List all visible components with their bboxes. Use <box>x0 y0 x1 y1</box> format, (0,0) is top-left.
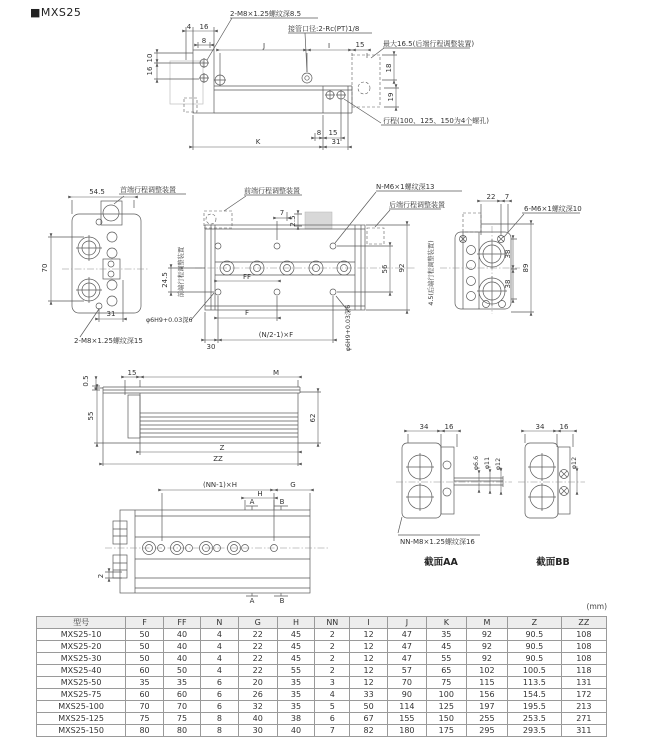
dim-70: 70 <box>41 263 49 273</box>
dim-34-aa: 34 <box>419 423 429 431</box>
dimension-table <box>36 616 607 737</box>
column-header: M <box>466 617 507 629</box>
table-row <box>37 653 607 665</box>
value-cell: 4 <box>201 653 239 665</box>
value-cell: 35 <box>277 689 315 701</box>
label-front-adjuster-vertical: 前端行程调整装置 <box>178 246 185 298</box>
value-cell: 7 <box>315 725 350 737</box>
callout-thread-depth: 2-M8×1.25螺纹深8.5 <box>230 10 302 18</box>
value-cell: 50 <box>126 629 164 641</box>
value-cell: 155 <box>387 713 426 725</box>
value-cell: 80 <box>163 725 200 737</box>
dim-30: 30 <box>206 343 216 351</box>
dim-15-right: 15 <box>355 41 365 49</box>
value-cell: 6 <box>201 677 239 689</box>
value-cell: 2 <box>315 665 350 677</box>
dim-18: 18 <box>385 63 393 73</box>
value-cell: 4 <box>201 629 239 641</box>
dim-54-5: 54.5 <box>89 188 105 196</box>
value-cell: 102 <box>466 665 507 677</box>
value-cell: 156 <box>466 689 507 701</box>
callout-nnm8-thread: NN-M8×1.25螺纹深16 <box>400 538 475 546</box>
value-cell: 67 <box>350 713 388 725</box>
page-title: ■MXS25 <box>30 6 82 19</box>
value-cell: 35 <box>277 677 315 689</box>
dim-G: G <box>290 481 296 489</box>
dim-8-bottom: 8 <box>316 129 322 137</box>
dimension-table-wrap <box>36 616 607 737</box>
dim-n2-1xF: (N/2-1)×F <box>258 331 294 339</box>
value-cell: 47 <box>387 629 426 641</box>
table-row <box>37 725 607 737</box>
value-cell: 4 <box>201 641 239 653</box>
section-aa-view <box>396 423 512 568</box>
value-cell: 60 <box>126 665 164 677</box>
value-cell: 213 <box>561 701 606 713</box>
model-cell: MXS25-10 <box>37 629 126 641</box>
dim-15-bottom: 15 <box>328 129 338 137</box>
model-cell: MXS25-75 <box>37 689 126 701</box>
column-header: F <box>126 617 164 629</box>
value-cell: 8 <box>201 725 239 737</box>
value-cell: 100 <box>426 689 466 701</box>
bottom-view <box>97 481 330 605</box>
dim-19: 19 <box>387 92 395 102</box>
value-cell: 82 <box>350 725 388 737</box>
dim-38-upper: 38 <box>504 249 512 259</box>
value-cell: 30 <box>238 725 277 737</box>
dim-92: 92 <box>398 263 406 273</box>
model-cell: MXS25-50 <box>37 677 126 689</box>
dim-ZZ: ZZ <box>213 455 223 463</box>
model-cell: MXS25-30 <box>37 653 126 665</box>
value-cell: 108 <box>561 653 606 665</box>
value-cell: 114 <box>387 701 426 713</box>
value-cell: 12 <box>350 665 388 677</box>
value-cell: 100.5 <box>507 665 561 677</box>
table-row <box>37 677 607 689</box>
value-cell: 50 <box>126 653 164 665</box>
top-side-view <box>146 9 489 150</box>
dim-89: 89 <box>522 263 530 273</box>
side-view <box>82 369 321 466</box>
value-cell: 108 <box>561 629 606 641</box>
dim-H: H <box>257 490 263 498</box>
model-cell: MXS25-20 <box>37 641 126 653</box>
value-cell: 5 <box>315 701 350 713</box>
value-cell: 295 <box>466 725 507 737</box>
dim-I: I <box>327 42 331 50</box>
value-cell: 47 <box>387 641 426 653</box>
label-rear-adjuster-vertical: 4.5(后端行程调整装置) <box>428 240 435 306</box>
value-cell: 75 <box>163 713 200 725</box>
column-header: Z <box>507 617 561 629</box>
dim-0-5: 0.5 <box>82 375 90 387</box>
model-cell: MXS25-150 <box>37 725 126 737</box>
value-cell: 40 <box>163 629 200 641</box>
value-cell: 75 <box>126 713 164 725</box>
value-cell: 3 <box>315 677 350 689</box>
value-cell: 33 <box>350 689 388 701</box>
dim-F: F <box>244 309 250 317</box>
value-cell: 125 <box>426 701 466 713</box>
value-cell: 90 <box>387 689 426 701</box>
value-cell: 32 <box>238 701 277 713</box>
value-cell: 90.5 <box>507 629 561 641</box>
value-cell: 2 <box>315 629 350 641</box>
value-cell: 108 <box>561 641 606 653</box>
value-cell: 40 <box>238 713 277 725</box>
value-cell: 75 <box>426 677 466 689</box>
value-cell: 6 <box>201 701 239 713</box>
dim-7-right: 7 <box>504 193 510 201</box>
table-row <box>37 713 607 725</box>
value-cell: 45 <box>277 641 315 653</box>
callout-dowel-hole: φ6H9+0.03深6 <box>146 317 193 324</box>
label-head-adjuster: 首端行程调整装置 <box>120 186 176 194</box>
value-cell: 45 <box>277 629 315 641</box>
dim-nn1xH: (NN-1)×H <box>202 481 238 489</box>
value-cell: 50 <box>126 641 164 653</box>
value-cell: 150 <box>426 713 466 725</box>
value-cell: 70 <box>387 677 426 689</box>
dim-15-side: 15 <box>127 369 137 377</box>
dim-4: 4 <box>186 23 192 31</box>
value-cell: 22 <box>238 629 277 641</box>
dim-62: 62 <box>309 413 317 423</box>
value-cell: 92 <box>466 641 507 653</box>
table-header-row <box>37 617 607 629</box>
dim-16-top: 16 <box>199 23 209 31</box>
dim-8-top: 8 <box>201 37 207 45</box>
dim-M: M <box>272 369 280 377</box>
section-bb-title: 截面BB <box>536 557 570 568</box>
column-header: NN <box>315 617 350 629</box>
column-header: N <box>201 617 239 629</box>
dim-16-bb: 16 <box>559 423 569 431</box>
dim-phi12-bb: φ12 <box>571 456 578 470</box>
column-header: ZZ <box>561 617 606 629</box>
dim-16-aa: 16 <box>444 423 454 431</box>
value-cell: 118 <box>561 665 606 677</box>
dim-24-5: 24.5 <box>161 272 169 288</box>
model-cell: MXS25-125 <box>37 713 126 725</box>
value-cell: 35 <box>163 677 200 689</box>
value-cell: 65 <box>426 665 466 677</box>
value-cell: 26 <box>238 689 277 701</box>
value-cell: 293.5 <box>507 725 561 737</box>
unit-label: (mm) <box>586 602 607 611</box>
dim-31-left-view: 31 <box>106 310 116 318</box>
value-cell: 195.5 <box>507 701 561 713</box>
callout-nm6-thread: N-M6×1螺纹深13 <box>376 183 435 191</box>
value-cell: 55 <box>277 665 315 677</box>
value-cell: 70 <box>163 701 200 713</box>
dim-FF: FF <box>242 273 252 281</box>
column-header: FF <box>163 617 200 629</box>
dim-J: J <box>262 42 266 50</box>
dim-phi11: φ11 <box>484 456 491 470</box>
column-header: G <box>238 617 277 629</box>
value-cell: 60 <box>126 689 164 701</box>
value-cell: 115 <box>466 677 507 689</box>
dim-Z: Z <box>219 444 225 452</box>
column-header: H <box>277 617 315 629</box>
dim-34-bb: 34 <box>535 423 545 431</box>
value-cell: 50 <box>350 701 388 713</box>
table-row <box>37 641 607 653</box>
dim-A-top: A <box>249 498 255 506</box>
value-cell: 6 <box>201 689 239 701</box>
value-cell: 40 <box>163 653 200 665</box>
dim-B-bottom: B <box>279 597 285 605</box>
dim-16-left: 16 <box>146 66 154 76</box>
value-cell: 35 <box>277 701 315 713</box>
table-row <box>37 665 607 677</box>
value-cell: 80 <box>126 725 164 737</box>
value-cell: 255 <box>466 713 507 725</box>
dim-10: 10 <box>146 53 154 63</box>
model-cell: MXS25-100 <box>37 701 126 713</box>
callout-6m6-thread: 6-M6×1螺纹深10 <box>524 205 582 213</box>
value-cell: 154.5 <box>507 689 561 701</box>
value-cell: 40 <box>277 725 315 737</box>
value-cell: 45 <box>277 653 315 665</box>
label-front-adjuster: 前端行程调整装置 <box>244 187 300 195</box>
value-cell: 2 <box>315 641 350 653</box>
value-cell: 180 <box>387 725 426 737</box>
value-cell: 22 <box>238 641 277 653</box>
value-cell: 45 <box>426 641 466 653</box>
model-cell: MXS25-40 <box>37 665 126 677</box>
value-cell: 20 <box>238 677 277 689</box>
column-header: 型号 <box>37 617 126 629</box>
label-rear-adjuster: 后端行程调整装置 <box>389 201 445 209</box>
value-cell: 47 <box>387 653 426 665</box>
value-cell: 57 <box>387 665 426 677</box>
dim-phi6-6: φ6.6 <box>473 455 480 471</box>
column-header: I <box>350 617 388 629</box>
value-cell: 12 <box>350 641 388 653</box>
value-cell: 6 <box>315 713 350 725</box>
callout-dowel-hole-vertical: φ6H9+0.03深6 <box>345 304 352 352</box>
value-cell: 35 <box>426 629 466 641</box>
callout-m8-thread: 2-M8×1.25螺纹深15 <box>74 337 143 345</box>
dim-56: 56 <box>381 264 389 274</box>
value-cell: 172 <box>561 689 606 701</box>
value-cell: 12 <box>350 629 388 641</box>
table-row <box>37 689 607 701</box>
dim-55: 55 <box>87 411 95 421</box>
value-cell: 40 <box>163 641 200 653</box>
value-cell: 8 <box>201 713 239 725</box>
value-cell: 197 <box>466 701 507 713</box>
dim-22: 22 <box>486 193 496 201</box>
value-cell: 271 <box>561 713 606 725</box>
callout-max-adjuster: 最大16.5(后端行程调整装置) <box>383 40 475 48</box>
table-row <box>37 629 607 641</box>
value-cell: 12 <box>350 653 388 665</box>
dim-phi12-aa: φ12 <box>495 457 502 471</box>
value-cell: 131 <box>561 677 606 689</box>
value-cell: 90.5 <box>507 653 561 665</box>
section-bb-view <box>518 423 585 568</box>
callout-stroke-holes: 行程(100、125、150为4个螺孔) <box>383 117 489 125</box>
value-cell: 60 <box>163 689 200 701</box>
value-cell: 92 <box>466 629 507 641</box>
value-cell: 90.5 <box>507 641 561 653</box>
value-cell: 22 <box>238 665 277 677</box>
value-cell: 35 <box>126 677 164 689</box>
value-cell: 253.5 <box>507 713 561 725</box>
table-row <box>37 701 607 713</box>
column-header: J <box>387 617 426 629</box>
value-cell: 175 <box>426 725 466 737</box>
dim-2-5: 2.5 <box>289 215 297 227</box>
dim-B-top: B <box>279 498 285 506</box>
dim-K: K <box>255 138 261 146</box>
plan-view <box>146 182 462 351</box>
value-cell: 50 <box>163 665 200 677</box>
dim-A-bottom: A <box>249 597 255 605</box>
value-cell: 311 <box>561 725 606 737</box>
dim-2: 2 <box>97 573 105 579</box>
value-cell: 70 <box>126 701 164 713</box>
right-end-view <box>426 193 582 314</box>
dim-38-lower: 38 <box>504 279 512 289</box>
value-cell: 12 <box>350 677 388 689</box>
value-cell: 55 <box>426 653 466 665</box>
value-cell: 38 <box>277 713 315 725</box>
value-cell: 113.5 <box>507 677 561 689</box>
value-cell: 92 <box>466 653 507 665</box>
value-cell: 2 <box>315 653 350 665</box>
callout-port-size: 接管口径:2-Rc(PT)1/8 <box>288 25 360 33</box>
column-header: K <box>426 617 466 629</box>
section-aa-title: 截面AA <box>424 557 458 568</box>
value-cell: 4 <box>315 689 350 701</box>
value-cell: 4 <box>201 665 239 677</box>
dim-31: 31 <box>331 138 341 146</box>
value-cell: 22 <box>238 653 277 665</box>
dim-7-plan: 7 <box>279 209 285 217</box>
